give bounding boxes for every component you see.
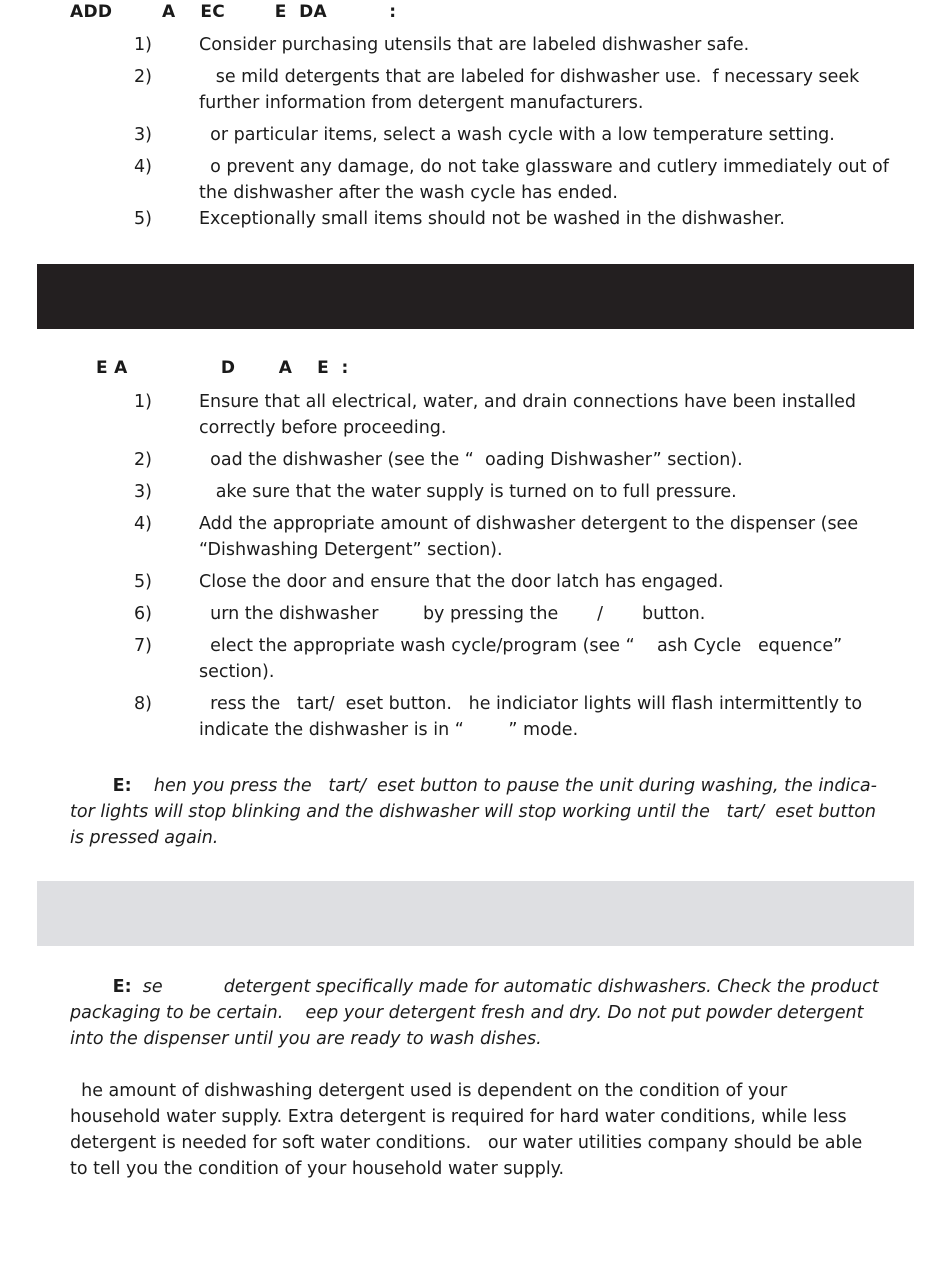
item-number: 1) bbox=[134, 392, 152, 412]
item-text: or particular items, select a wash cycle with a low temperature setting. bbox=[199, 125, 835, 145]
operating-steps-list bbox=[0, 389, 950, 743]
item-text: elect the appropriate wash cycle/program (see “ ash Cycle equence” section). bbox=[199, 636, 848, 682]
list-item bbox=[0, 122, 950, 148]
item-text: oad the dishwasher (see the “ oading Dishwasher” section). bbox=[199, 450, 743, 470]
item-text: Add the appropriate amount of dishwasher detergent to the dispenser (see “Dishwashing Detergent” section). bbox=[199, 514, 864, 560]
list-item bbox=[0, 206, 950, 232]
list-item bbox=[0, 511, 950, 563]
operating-instructions-heading: E A D A E : bbox=[96, 358, 349, 378]
list-item bbox=[0, 32, 950, 58]
item-text: ress the tart/ eset button. he indiciator lights will flash intermittently to indicate the dishwasher is in “ ” mode. bbox=[199, 694, 868, 740]
item-text: ake sure that the water supply is turned on to full pressure. bbox=[199, 482, 737, 502]
list-item bbox=[0, 64, 950, 116]
item-text: o prevent any damage, do not take glassware and cutlery immediately out of the dishwasher after the wash cycle has ended. bbox=[199, 157, 895, 203]
list-item bbox=[0, 479, 950, 505]
note-text: hen you press the tart/ eset button to pause the unit during washing, the indica-tor lights will stop blinking and the dishwasher will stop working until the tart/ eset button is pressed again. bbox=[70, 776, 882, 848]
list-item bbox=[0, 569, 950, 595]
item-number: 3) bbox=[134, 482, 152, 502]
note-text: se detergent specifically made for automatic dishwashers. Check the product packaging to be certain. eep your detergent fresh and dry. Do not put powder detergent into the dispenser until you are ready to wash dishes. bbox=[70, 977, 885, 1049]
item-number: 8) bbox=[134, 694, 152, 714]
detergent-amount-paragraph: he amount of dishwashing detergent used is dependent on the condition of your household water supply. Extra detergent is required for hard water conditions, while less detergent is needed for soft water conditions. our water utilities company should be able to tell you the condition of your household water supply. bbox=[70, 1081, 868, 1179]
item-number: 7) bbox=[134, 636, 152, 656]
item-number: 5) bbox=[134, 572, 152, 592]
list-item bbox=[0, 601, 950, 627]
item-text: urn the dishwasher by pressing the / button. bbox=[199, 604, 706, 624]
item-text: Exceptionally small items should not be washed in the dishwasher. bbox=[199, 209, 785, 229]
list-item bbox=[0, 154, 950, 206]
list-item bbox=[0, 389, 950, 441]
item-number: 1) bbox=[134, 35, 152, 55]
item-number: 4) bbox=[134, 157, 152, 177]
detergent-note bbox=[70, 974, 885, 1052]
item-text: se mild detergents that are labeled for dishwasher use. f necessary seek further information from detergent manufacturers. bbox=[199, 67, 865, 113]
item-number: 4) bbox=[134, 514, 152, 534]
item-number: 6) bbox=[134, 604, 152, 624]
list-item bbox=[0, 691, 950, 743]
list-item bbox=[0, 447, 950, 473]
item-number: 3) bbox=[134, 125, 152, 145]
item-number: 2) bbox=[134, 450, 152, 470]
detergent-section-band bbox=[37, 881, 914, 946]
item-number: 5) bbox=[134, 209, 152, 229]
precautions-list bbox=[0, 32, 950, 232]
item-text: Close the door and ensure that the door latch has engaged. bbox=[199, 572, 724, 592]
item-text: Ensure that all electrical, water, and drain connections have been installed correctly before proceeding. bbox=[199, 392, 862, 438]
note-label: E: bbox=[70, 977, 132, 997]
list-item bbox=[0, 633, 950, 685]
item-text: Consider purchasing utensils that are labeled dishwasher safe. bbox=[199, 35, 750, 55]
section-header-band bbox=[37, 264, 914, 329]
note-label: E: bbox=[70, 776, 132, 796]
pause-note bbox=[70, 773, 880, 851]
additional-precautions-heading: ADD A EC E DA : bbox=[70, 2, 397, 22]
item-number: 2) bbox=[134, 67, 152, 87]
